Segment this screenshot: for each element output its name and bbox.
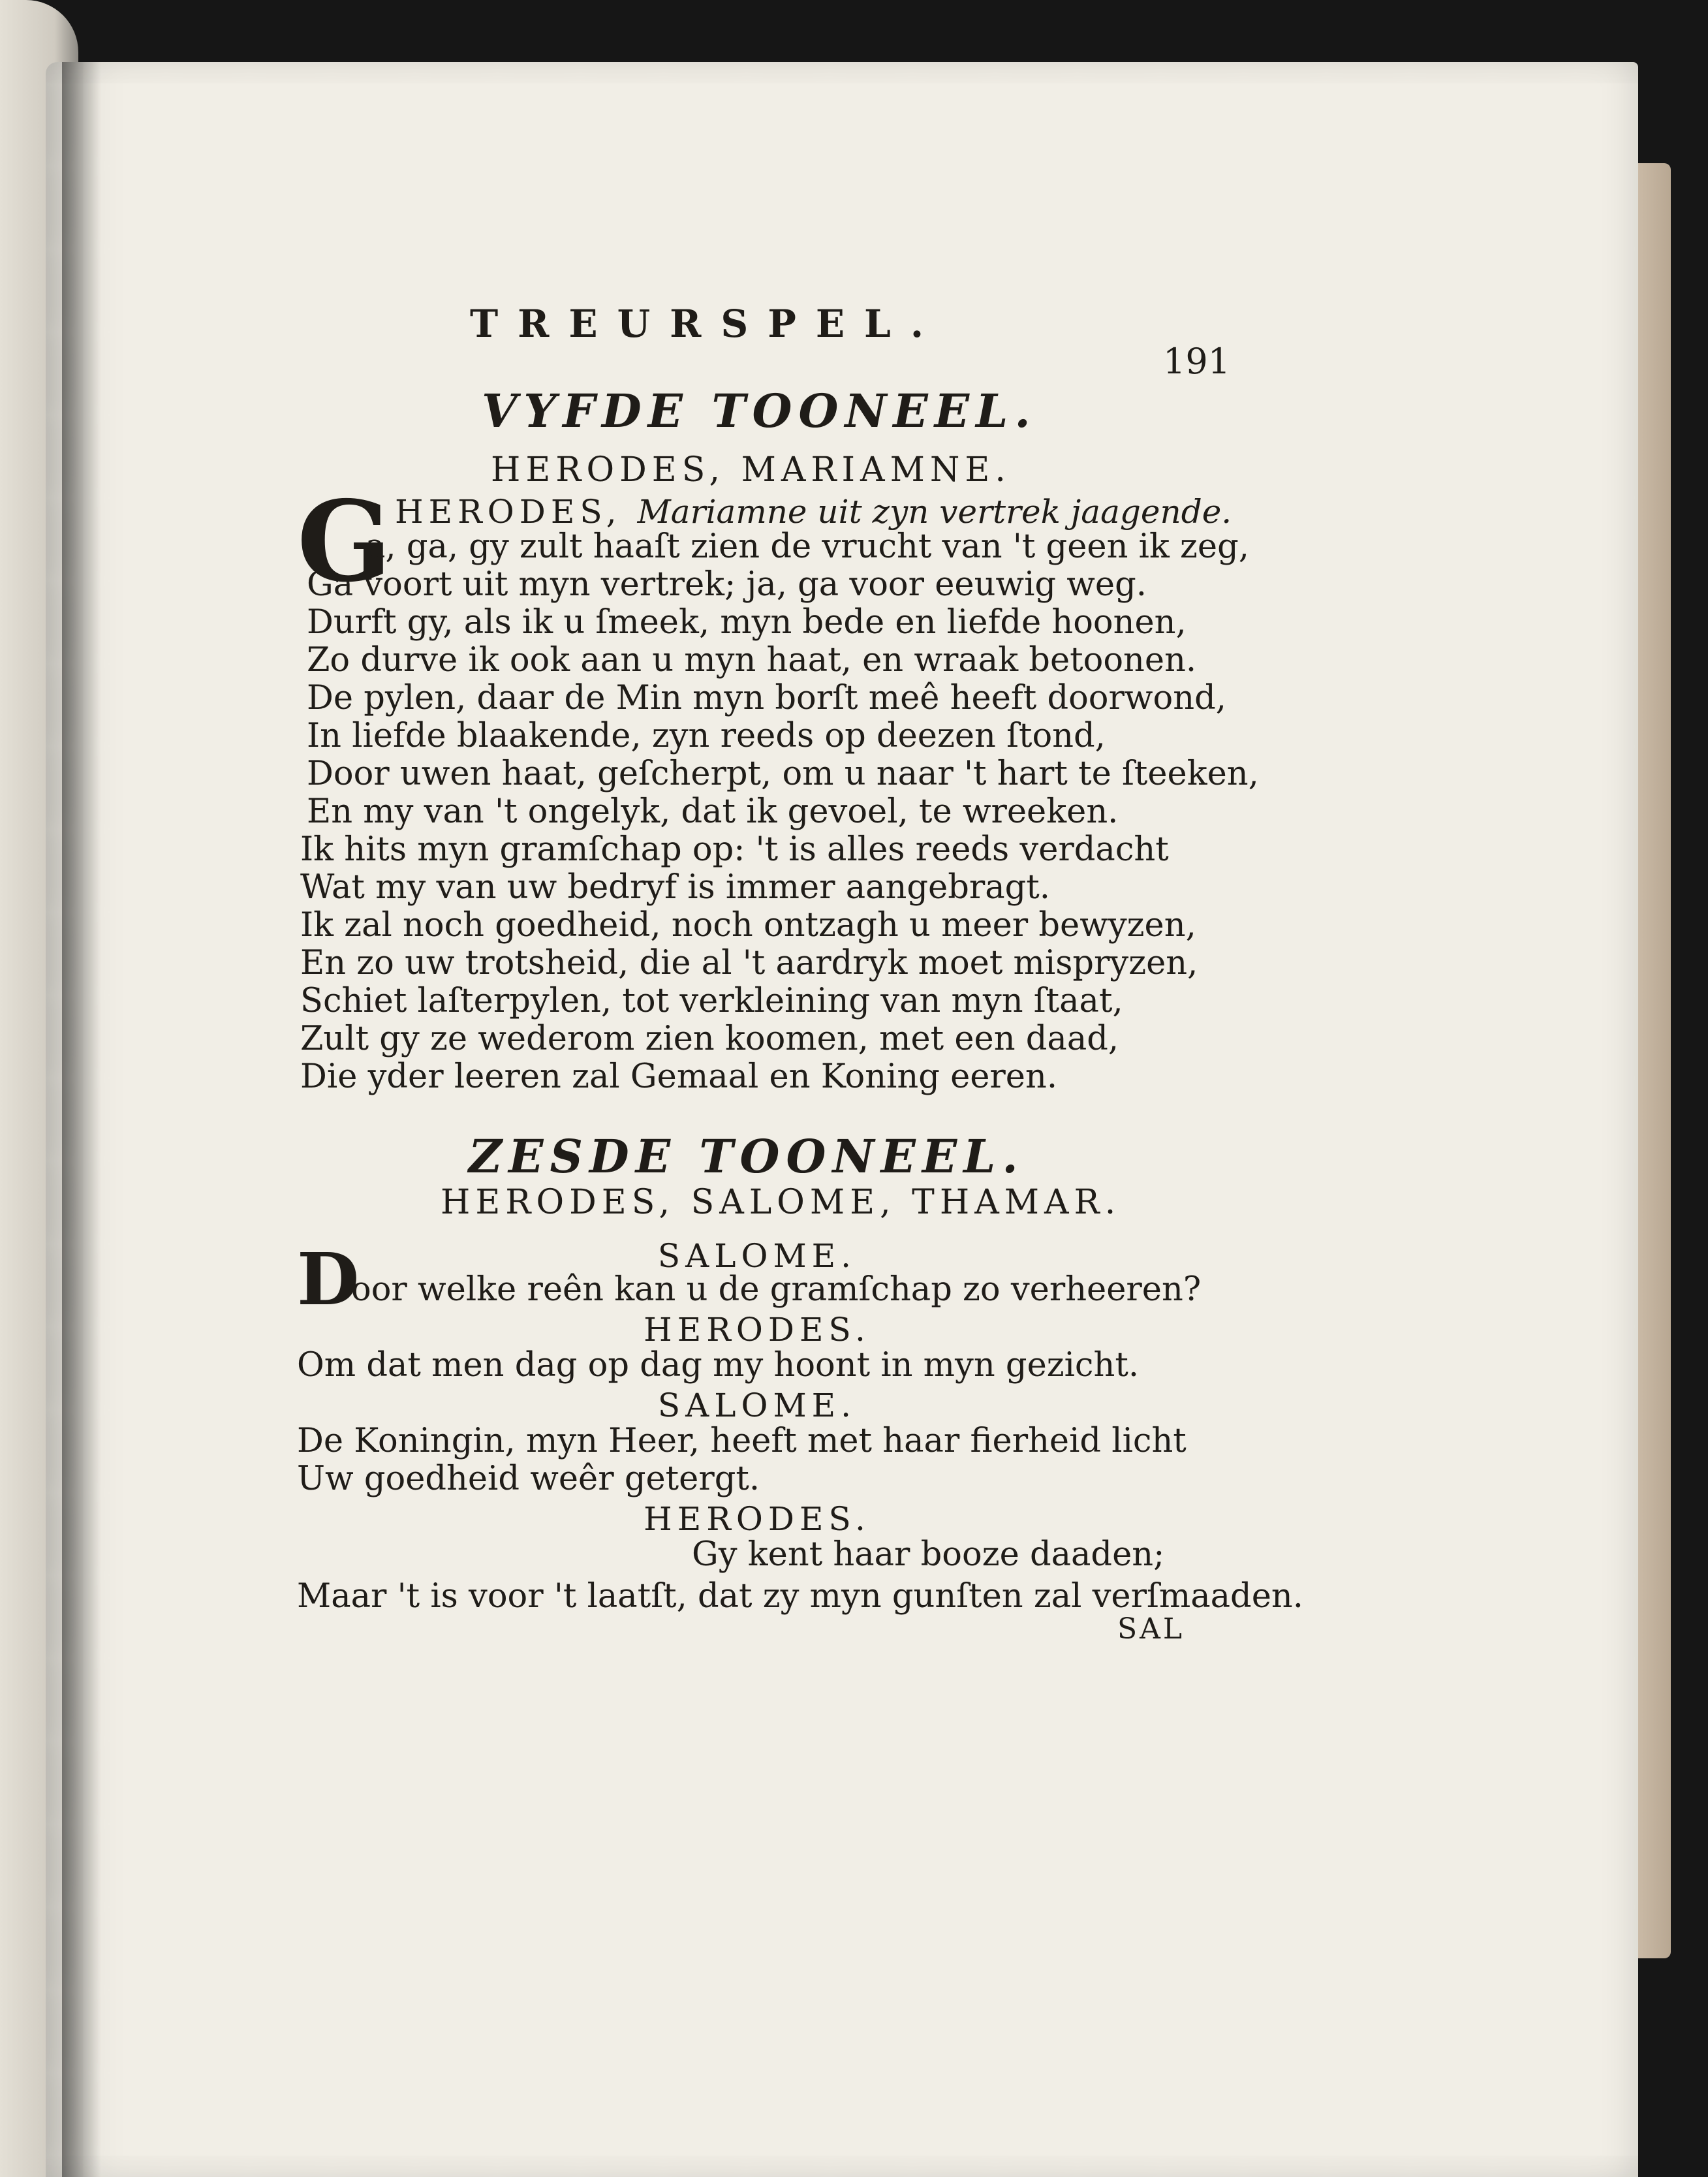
scene-title-zesde: ZESDE TOONEEL. <box>469 1129 1025 1183</box>
verse-line-6: In liefde blaakende, zyn reeds op deezen ſtond, <box>307 717 1106 755</box>
speaker-salome-2: SALOME. <box>657 1386 857 1424</box>
drop-cap-g: G <box>297 477 392 607</box>
scene-title-vyfde: VYFDE TOONEEL. <box>482 384 1037 438</box>
speaker-herodes-1: HERODES. <box>644 1311 871 1349</box>
verse-line-11: Ik zal noch goedheid, noch ontzagh u meer bewyzen, <box>300 906 1196 945</box>
speaker-name: HERODES, <box>395 493 622 531</box>
verse-line-8: En my van 't ongelyk, dat ik gevoel, te wreeken. <box>307 792 1119 831</box>
verse-salome-2: De Koningin, myn Heer, heeft met haar fierheid licht <box>297 1422 1187 1460</box>
verse-herodes-2: Gy kent haar booze daaden; <box>692 1535 1165 1574</box>
drop-cap-d: D <box>297 1237 360 1321</box>
catchword: SAL <box>1117 1612 1185 1646</box>
verse-line-3: Durft gy, als ik u ſmeek, myn bede en liefde hoonen, <box>307 603 1187 642</box>
verse-line-4: Zo durve ik ook aan u myn haat, en wraak betoonen. <box>307 641 1197 680</box>
verse-line-12: En zo uw trotsheid, die al 't aardryk moet mispryzen, <box>300 944 1198 982</box>
running-head: TREURSPEL. <box>470 302 944 346</box>
speaker-herodes-2: HERODES. <box>644 1500 871 1538</box>
book-gutter-shadow <box>62 62 101 2177</box>
verse-line-15: Die yder leeren zal Gemaal en Koning eeren. <box>300 1057 1058 1096</box>
verse-line-13: Schiet laſterpylen, tot verkleining van myn ſtaat, <box>300 982 1123 1020</box>
cast-list-scene6: HERODES, SALOME, THAMAR. <box>441 1183 1121 1222</box>
verse-line-2: Ga voort uit myn vertrek; ja, ga voor eeuwig weg. <box>307 565 1147 604</box>
verse-line-10: Wat my van uw bedryf is immer aangebragt. <box>300 868 1050 907</box>
verse-salome-3: Uw goedheid weêr getergt. <box>297 1460 760 1498</box>
verse-line-14: Zult gy ze wederom zien koomen, met een daad, <box>300 1020 1119 1058</box>
stage-direction: Mariamne uit zyn vertrek jaagende. <box>637 493 1232 531</box>
book-page <box>46 62 1638 2177</box>
speaker-salome-1: SALOME. <box>657 1237 857 1275</box>
cast-list-scene5: HERODES, MARIAMNE. <box>491 450 1011 490</box>
page-number: 191 <box>1163 341 1231 382</box>
verse-herodes-1: Om dat men dag op dag my hoont in myn gezicht. <box>297 1346 1140 1385</box>
speaker-herodes-direction <box>395 493 1232 531</box>
verse-line-7: Door uwen haat, geſcherpt, om u naar 't hart te ſteeken, <box>307 755 1259 793</box>
verse-line-9: Ik hits myn gramſchap op: 't is alles reeds verdacht <box>300 830 1169 869</box>
verse-line-1: a, ga, gy zult haaſt zien de vrucht van 't geen ik zeg, <box>365 527 1249 566</box>
verse-line-5: De pylen, daar de Min myn borſt meê heeft doorwond, <box>307 679 1226 717</box>
verse-herodes-3: Maar 't is voor 't laatſt, dat zy myn gunſten zal verſmaaden. <box>297 1577 1303 1616</box>
verse-salome-1: oor welke reên kan u de gramſchap zo verheeren? <box>351 1270 1202 1309</box>
